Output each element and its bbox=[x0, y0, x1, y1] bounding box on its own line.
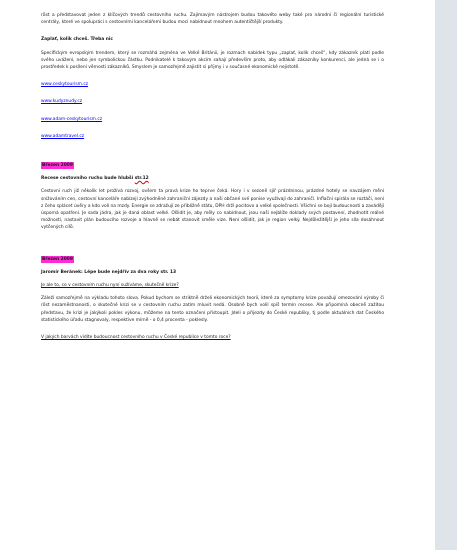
link-4[interactable]: www.adamtravel.cz bbox=[41, 133, 85, 139]
link-3[interactable]: www.adam-ceskytourism.cz bbox=[41, 116, 103, 122]
paragraph-specific-trend: Specifickým evropským trendem, který se rozmáhá zejména ve Velké Británii, je rozmach nabídek typu „zaplať, kolik chceš“, kdy zákazník platí podle svého uvážení, nebo jen symbolickou částku. Podnikatelé k takovým akcím sahají především proto, aby odlákali zákazníky konkurenci, ale jedná se i o prostředek k posílení věrnosti zákazníků. Smyslem je samozřejmě zajistit si příjmy i v současné ekonomické nejistotě. bbox=[41, 50, 384, 71]
heading-jaromir: Jaromír Beránek: Lépe bude nejdřív za dva roky str. 13 bbox=[41, 269, 177, 275]
workspace-margin bbox=[435, 0, 457, 550]
paragraph-intro: růst a představovat jeden z klíčových trendů cestovního ruchu. Zajímavým nástrojem budou takovéto weby také pro národní či regionální turistické centrály, které ve spolupráci s cestovními kancelářemi budou moci nabídnout mnohem autentičtější produkty. bbox=[41, 13, 384, 26]
heading-recese bbox=[41, 175, 384, 182]
link-list bbox=[41, 81, 384, 140]
date-highlight-1: Březen 2009 bbox=[42, 163, 73, 169]
question-2: V jakých barvách vidíte budoucnost cestovního ruchu v České republice v tomto roce? bbox=[41, 335, 231, 341]
heading-zaplat: Zaplať, kolik chceš. Třeba nic bbox=[41, 37, 113, 43]
document-content bbox=[41, 12, 384, 341]
link-1[interactable]: www.ceskytourism.cz bbox=[41, 82, 89, 88]
heading-recese-text: Recese cestovního ruchu bude hlubší bbox=[41, 176, 134, 182]
paragraph-recese: Cestovní ruch již několik let prožívá rozvoj, ovšem ta pravá krize ho teprve čeká. Hory i v sezoně sjíř prázdninou, prázdné hotely se navzájem mění snižováním cen, cestovní kanceláře nabízejí zvýhodněné zahraniční zájezdy a naši občané své ponise využívají do zahraničí. Inflační spirála se roztáčí, není z čeho splácet úvěry a kdo volí na mzdy. Energie se zdražují ze přibližně státu, DPH drží pocitovo a velké společnosti. Všichni se bojí budoucnosti a zavádějí úsporná opatření. Je sada jádra, jak je daná oblast velké. Ošlidit je, aby měly co nabídnout, jsou naši nejblíže doklady svých postavení, zhodnotit reálné možnosti, nastavit plán budoucího rozvoje a hlavně se nebát stanovit směle vize. Není ošlidit, jak je region velký. Nejdůležitější je jeho síla dosáhnout vytčených cílů. bbox=[41, 189, 384, 231]
link-2[interactable]: www.kudyznudy.cz bbox=[41, 99, 83, 105]
heading-recese-page: str.12 bbox=[134, 176, 149, 182]
paragraph-jaromir: Záleží samozřejmě na výkladu tohoto slova. Pokud bychom se striktně drželi ekonomických teorií, které za symptomy krize považují omezování výroby či růst nezaměstnanosti, o skutečné krizi se v cestovním ruchu zatím mluvit nedá. Osobně bych volil spíš termín recese. Ale připomíná obecně zažitou představu, že krizi je jakýkoli pokles výkonu, můžeme na tento označení přistoupit. Jdeli o příjezdy do České republiky, tj podle aktuálních dat Českého statistického úřadu stagnovaly, respektive mírně - o 0,4 procenta - poklesly. bbox=[41, 296, 384, 323]
question-1: Je ale to, co v cestovním ruchu nyní sužíváme, skutečně krize? bbox=[41, 283, 179, 289]
date-highlight-2: Březen 2009 bbox=[42, 256, 73, 262]
